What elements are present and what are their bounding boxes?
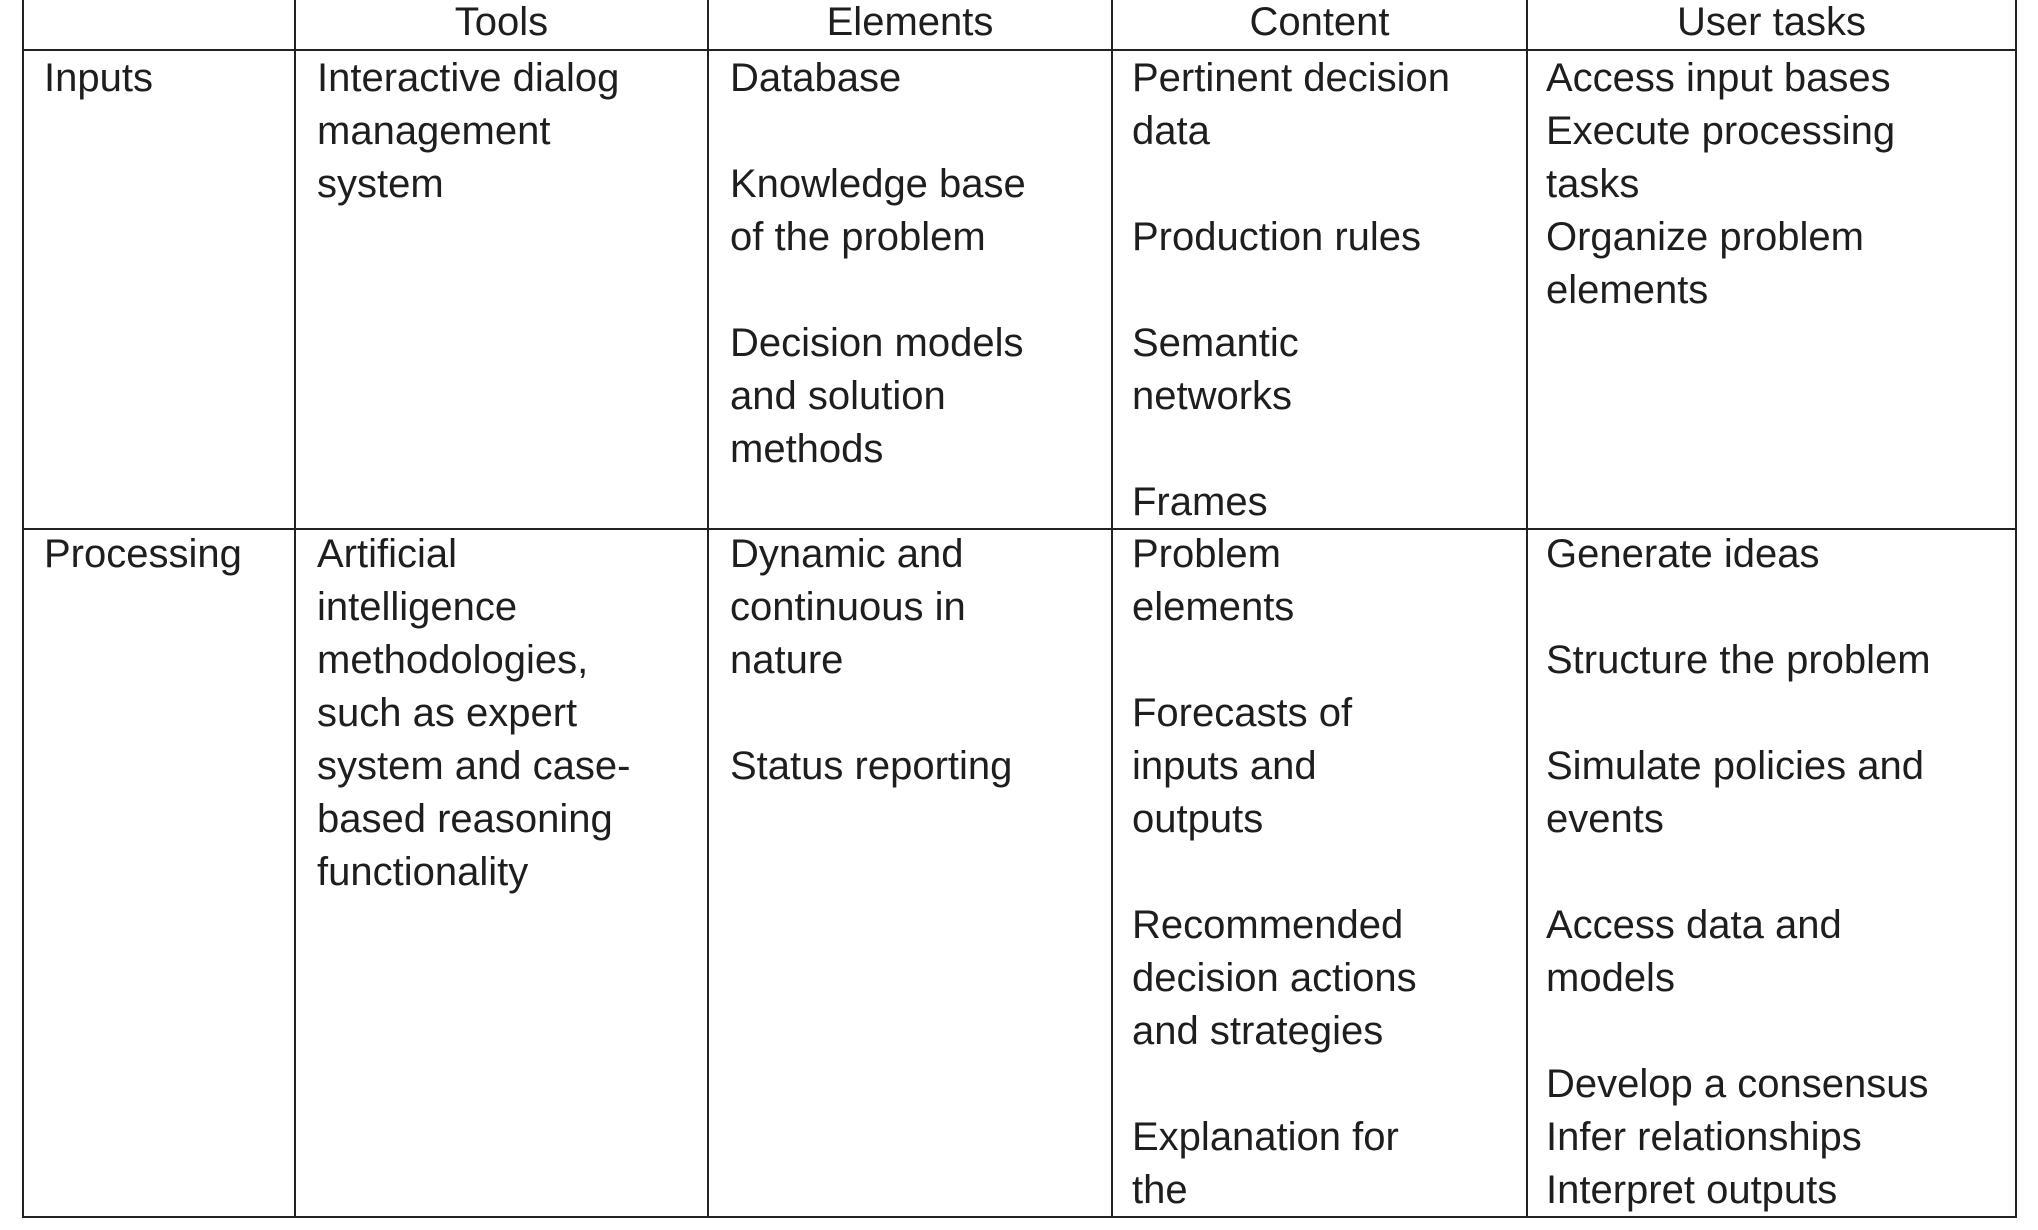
- cell-line: the: [1132, 1168, 1188, 1212]
- cell-line: and strategies: [1132, 1009, 1384, 1053]
- cell-line: Dynamic and: [730, 532, 964, 576]
- cell-line: elements: [1546, 268, 1709, 312]
- cell-line: Pertinent decision: [1132, 56, 1450, 100]
- cell-line: [1132, 634, 1417, 687]
- cell-line: methods: [730, 427, 884, 471]
- cell-line: Status reporting: [730, 744, 1013, 788]
- cell-line: [730, 264, 1026, 317]
- cell-line: Recommended: [1132, 903, 1404, 947]
- cell-line: [730, 105, 1026, 158]
- cell-line: system: [317, 162, 444, 206]
- inputs-user-tasks-cell: [1546, 52, 1895, 317]
- cell-line: Frames: [1132, 480, 1268, 524]
- cell-line: Simulate policies and: [1546, 744, 1924, 788]
- cell-line: models: [1546, 956, 1675, 1000]
- column-divider-2: [707, 0, 709, 1218]
- cell-line: such as expert: [317, 691, 578, 735]
- inputs-tools-cell: [317, 52, 619, 211]
- processing-user-tasks-cell: [1546, 528, 1931, 1217]
- cell-line: Organize problem: [1546, 215, 1864, 259]
- header-corner-cell: [24, 0, 294, 46]
- cell-line: [1132, 264, 1450, 317]
- cell-line: networks: [1132, 374, 1293, 418]
- cell-line: Inputs: [44, 56, 153, 100]
- cell-line: Problem: [1132, 532, 1281, 576]
- cell-line: Access data and: [1546, 903, 1842, 947]
- column-divider-4: [1526, 0, 1528, 1218]
- cell-line: outputs: [1132, 797, 1264, 841]
- cell-line: data: [1132, 109, 1210, 153]
- cell-line: nature: [730, 638, 844, 682]
- cell-line: methodologies,: [317, 638, 589, 682]
- cell-line: decision actions: [1132, 956, 1417, 1000]
- inputs-content-cell: [1132, 52, 1450, 529]
- cell-line: Forecasts of: [1132, 691, 1353, 735]
- column-divider-1: [294, 0, 296, 1218]
- cell-line: [1546, 846, 1931, 899]
- cell-line: Knowledge base: [730, 162, 1026, 206]
- cell-line: Semantic: [1132, 321, 1299, 365]
- row-label-processing: [44, 528, 242, 581]
- cell-line: management: [317, 109, 551, 153]
- cell-line: Decision models: [730, 321, 1024, 365]
- cell-line: elements: [1132, 585, 1295, 629]
- cell-line: Execute processing: [1546, 109, 1896, 153]
- cell-line: [1132, 846, 1417, 899]
- cell-line: Structure the problem: [1546, 638, 1931, 682]
- cell-line: [1132, 1058, 1417, 1111]
- table-right-rule: [2015, 0, 2017, 1218]
- cell-line: tasks: [1546, 162, 1640, 206]
- cell-line: [730, 687, 1012, 740]
- processing-elements-cell: [730, 528, 1012, 793]
- cell-line: [1132, 158, 1450, 211]
- processing-tools-cell: [317, 528, 630, 899]
- column-divider-3: [1111, 0, 1113, 1218]
- header-content: Content: [1249, 0, 1390, 44]
- cell-line: [1546, 687, 1931, 740]
- cell-line: of the problem: [730, 215, 986, 259]
- cell-line: Infer relationships: [1546, 1115, 1862, 1159]
- cell-line: Explanation for: [1132, 1115, 1399, 1159]
- cell-line: system and case-: [317, 744, 631, 788]
- cell-line: inputs and: [1132, 744, 1317, 788]
- header-user-tasks: User tasks: [1677, 0, 1866, 44]
- cell-line: Processing: [44, 532, 242, 576]
- cell-line: Develop a consensus: [1546, 1062, 1929, 1106]
- cell-line: Interactive dialog: [317, 56, 620, 100]
- cell-line: Artificial: [317, 532, 458, 576]
- processing-content-cell: [1132, 528, 1417, 1217]
- inputs-elements-cell: [730, 52, 1026, 476]
- header-elements: Elements: [826, 0, 994, 44]
- cell-line: based reasoning: [317, 797, 613, 841]
- table-left-rule: [22, 0, 24, 1218]
- header-bottom-rule: [22, 49, 2017, 51]
- cell-line: and solution: [730, 374, 946, 418]
- cell-line: continuous in: [730, 585, 966, 629]
- cell-line: [1546, 1005, 1931, 1058]
- cell-line: [1546, 581, 1931, 634]
- cell-line: Database: [730, 56, 902, 100]
- cell-line: Generate ideas: [1546, 532, 1820, 576]
- cell-line: Production rules: [1132, 215, 1422, 259]
- cell-line: functionality: [317, 850, 529, 894]
- cell-line: [1132, 423, 1450, 476]
- cell-line: events: [1546, 797, 1664, 841]
- row-label-inputs: [44, 52, 153, 105]
- cell-line: Access input bases: [1546, 56, 1891, 100]
- cell-line: intelligence: [317, 585, 518, 629]
- cell-line: Interpret outputs: [1546, 1168, 1838, 1212]
- header-tools: Tools: [454, 0, 549, 44]
